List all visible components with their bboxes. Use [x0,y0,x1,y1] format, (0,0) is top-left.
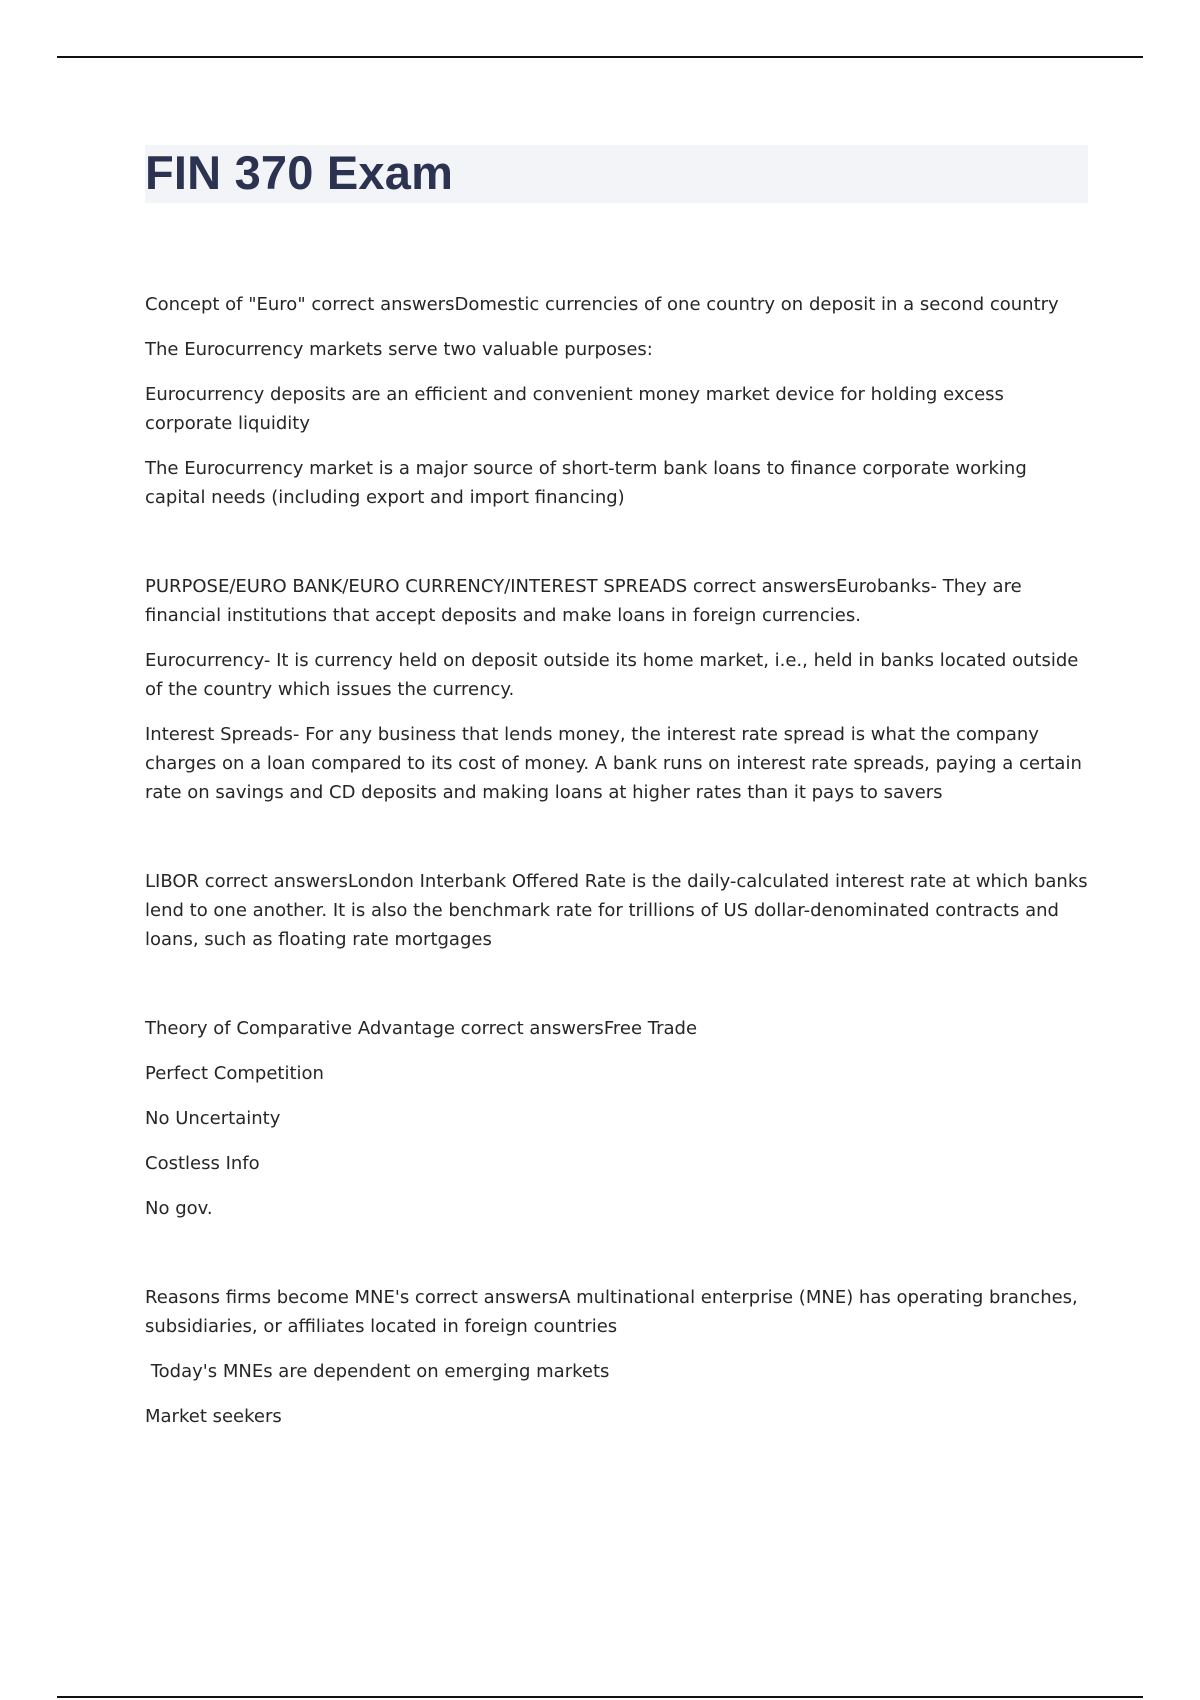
answer-paragraph: No gov. [145,1198,213,1219]
answer-paragraph: Interest Spreads- For any business that lends money, the interest rate spread is what the company charges on a loan compared to its cost of money. A bank runs on interest rate spreads, paying a certain rate on savings and CD deposits and making loans at higher rates than it pays to savers [145,724,1082,803]
answer-text: Eurobanks- They are financial institutions that accept deposits and make loans in foreign currencies. [145,576,1022,626]
question-term: Theory of Comparative Advantage [145,1018,455,1039]
answer-paragraph: Market seekers [145,1406,282,1427]
answer-paragraph: Perfect Competition [145,1063,324,1084]
answer-paragraph: Today's MNEs are dependent on emerging markets [145,1361,610,1382]
answer-paragraph: The Eurocurrency market is a major source of short-term bank loans to finance corporate working capital needs (including export and import financing) [145,458,1027,508]
question-line [145,1014,1090,1043]
answer-marker: correct answers [409,1287,559,1308]
question-term: PURPOSE/EURO BANK/EURO CURRENCY/INTEREST SPREADS [145,576,688,597]
answer-marker: correct answers [199,871,348,892]
qa-entry [145,867,1090,954]
answer-paragraph: Costless Info [145,1153,260,1174]
answer-text: London Interbank Offered Rate is the daily-calculated interest rate at which banks lend to one another. It is also the benchmark rate for trillions of US dollar-denominated contracts and loans, such as floating rate mortgages [145,871,1088,950]
question-line [145,867,1090,954]
qa-entry [145,290,1090,512]
qa-entry [145,572,1090,807]
question-term: Concept of "Euro" [145,294,306,315]
answer-text: Free Trade [603,1018,698,1039]
question-term: Reasons firms become MNE's [145,1287,410,1308]
question-line [145,290,1090,319]
qa-entry [145,1283,1090,1431]
answer-marker: correct answers [305,294,455,315]
header-rule [57,56,1143,58]
qa-entry [145,1014,1090,1223]
question-line [145,1283,1090,1341]
answer-marker: correct answers [687,576,837,597]
question-term: LIBOR [145,871,200,892]
answer-paragraph: No Uncertainty [145,1108,281,1129]
answer-text: A multinational enterprise (MNE) has operating branches, subsidiaries, or affiliates located in foreign countries [145,1287,1078,1337]
document-body [145,290,1090,1491]
question-line [145,572,1090,630]
answer-paragraph: Eurocurrency deposits are an efficient and convenient money market device for holding excess corporate liquidity [145,384,1004,434]
answer-paragraph: The Eurocurrency markets serve two valuable purposes: [145,339,653,360]
answer-paragraph: Eurocurrency- It is currency held on deposit outside its home market, i.e., held in banks located outside of the country which issues the currency. [145,650,1079,700]
document-title: FIN 370 Exam [145,146,454,199]
answer-marker: correct answers [454,1018,604,1039]
footer-rule [57,1696,1143,1698]
answer-text: Domestic currencies of one country on deposit in a second country [454,294,1059,315]
